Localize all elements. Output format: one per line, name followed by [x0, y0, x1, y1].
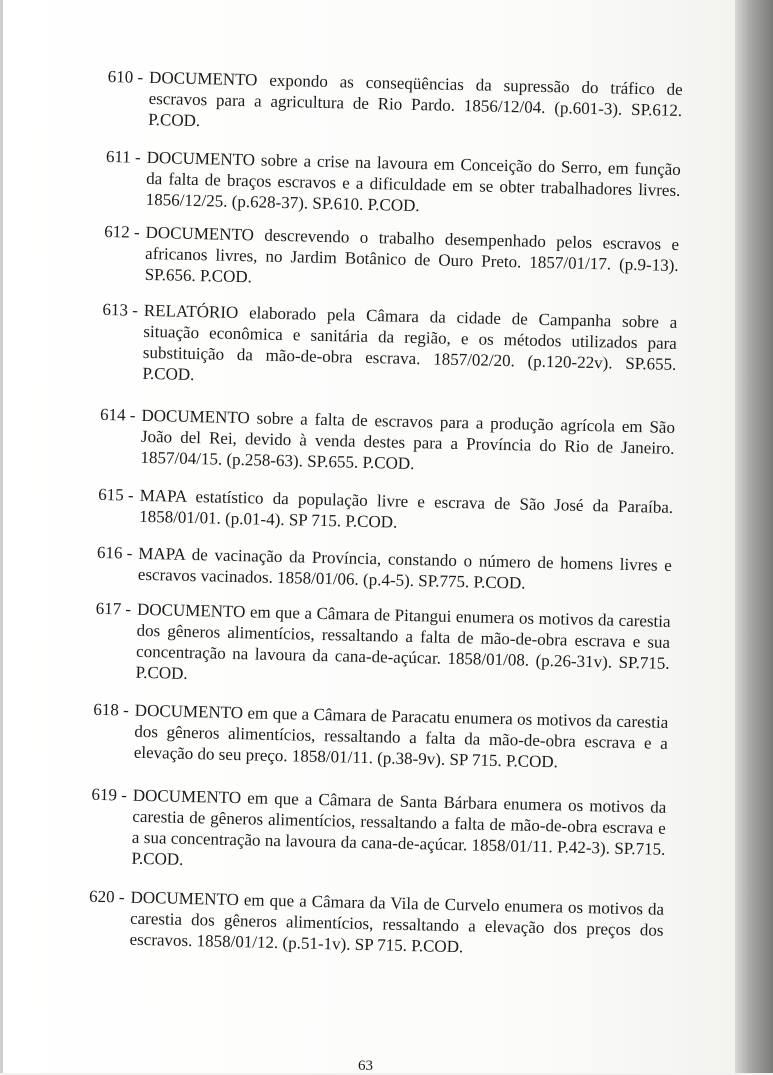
- entry-list: [88, 66, 683, 962]
- entry-number: 613 -: [102, 299, 139, 320]
- entry-type: DOCUMENTO: [141, 405, 251, 428]
- entry-611: [105, 146, 681, 222]
- entry-type: DOCUMENTO: [132, 785, 242, 808]
- entry-type: MAPA: [139, 485, 187, 506]
- page-left-edge: [0, 0, 3, 1073]
- entry-description: em que a Câmara de Pitangui enumera os motivos da carestia dos gêneros alimentícios, ressaltando a falta de mão-de-obra escrava e sua concentração na lavoura da cana-de-açúcar. 1858/01/08. (p.26-31v). SP.715. P.COD.: [135, 602, 671, 683]
- entry-type: DOCUMENTO: [145, 222, 255, 245]
- entry-description: em que a Câmara de Paracatu enumera os motivos da carestia dos gêneros alimentícios, ressaltando a falta da mão-de-obra escrava e a elevação do seu preço. 1858/01/11. (p.38-9v). SP 715. P.COD.: [133, 703, 669, 772]
- entry-type: DOCUMENTO: [130, 887, 240, 910]
- entry-description: de vacinação da Província, constando o número de homens livres e escravos vacinados. 1858/01/06. (p.4-5). SP.775. P.COD.: [137, 545, 673, 593]
- entry-description: em que a Câmara de Santa Bárbara enumera os motivos da carestia de gêneros alimentícios, ressaltando a falta de mão-de-obra escrava e a sua concentração na lavoura da cana-de-açúcar. 1858/01/11. P.42-3). SP.715. P.COD.: [131, 788, 667, 869]
- entry-number: 612 -: [104, 221, 140, 242]
- entry-618: [92, 699, 668, 775]
- entry-610: [107, 66, 683, 142]
- entry-613: [101, 299, 678, 396]
- entry-description: sobre a falta de escravos para a produção agrícola em São João del Rei, devido à venda destes para a Província do Rio de Janeiro. 1857/04/15. (p.258-63). SP.655. P.COD.: [140, 408, 676, 474]
- entry-number: 614 -: [99, 404, 136, 425]
- entry-614: [99, 404, 675, 480]
- entry-type: DOCUMENTO: [134, 700, 244, 723]
- entry-description: em que a Câmara da Vila de Curvelo enumera os motivos da carestia dos gêneros alimentícios, ressaltando a elevação dos preços dos escravos. 1858/01/12. (p.51-1v). SP 715. P.COD.: [129, 890, 665, 957]
- entry-number: 611 -: [105, 146, 141, 167]
- entry-description: estatístico da população livre e escrava de São José da Paraíba. 1858/01/01. (p.01-4). SP 715. P.COD.: [138, 487, 674, 532]
- page-right-edge-shadow: [735, 0, 773, 1073]
- entry-number: 616 -: [96, 542, 133, 563]
- entry-type: RELATÓRIO: [143, 300, 239, 323]
- entry-615: [98, 484, 674, 539]
- entry-description: descrevendo o trabalho desempenhado pelos escravos e africanos livres, no Jardim Botânico de Ouro Preto. 1857/01/17. (p.9-13). SP.656. P.COD.: [144, 225, 680, 287]
- entry-619: [90, 784, 667, 881]
- entry-number: 615 -: [98, 484, 134, 505]
- entry-number: 619 -: [91, 784, 128, 805]
- entry-612: [103, 221, 679, 297]
- entry-description: elaborado pela Câmara da cidade de Campanha sobre a situação econômica e sanitária da região, e os métodos utilizados para substituição da mão-de-obra escrava. 1857/02/20. (p.120-22v). SP.655. P.COD.: [142, 303, 678, 385]
- page-number: 63: [358, 1058, 373, 1074]
- entry-type: DOCUMENTO: [148, 67, 258, 90]
- entry-description: expondo as conseqüências da supressão do tráfico de escravos para a agricultura de Rio Pardo. 1856/12/04. (p.601-3). SP.612. P.COD.: [148, 70, 683, 131]
- entry-617: [94, 598, 671, 695]
- entry-number: 620 -: [88, 886, 125, 907]
- entry-type: MAPA: [138, 543, 186, 564]
- entry-description: sobre a crise na lavoura em Conceição do Serro, em função da falta de braços escravos e a dificuldade em se obter trabalhadores livres. 1856/12/25. (p.628-37). SP.610. P.COD.: [145, 150, 682, 216]
- entry-number: 618 -: [93, 699, 130, 720]
- entry-616: [96, 542, 672, 597]
- entry-number: 617 -: [95, 598, 132, 619]
- entry-number: 610 -: [107, 66, 144, 87]
- entry-type: DOCUMENTO: [146, 147, 256, 170]
- entry-620: [88, 886, 664, 962]
- entry-type: DOCUMENTO: [136, 599, 246, 622]
